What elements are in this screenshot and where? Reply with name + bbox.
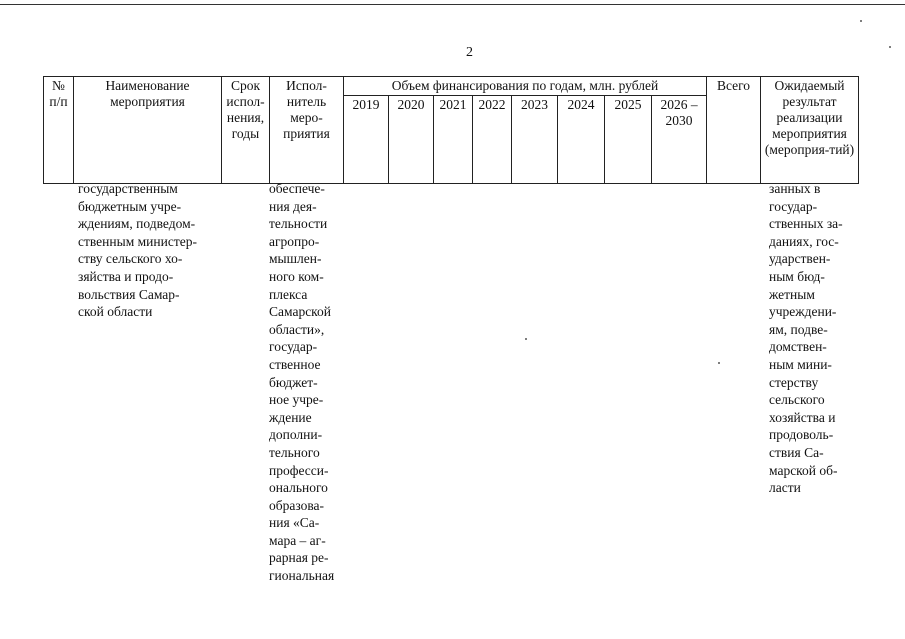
expected-result-line: учреждени- <box>769 304 837 320</box>
executor-line: государ- <box>269 339 318 355</box>
executor-line: агропро- <box>269 233 320 249</box>
year-2023: 2023 <box>512 96 558 184</box>
measure-name-line: зяйства и продо- <box>78 268 174 284</box>
measure-name-text <box>78 180 216 321</box>
executor-line: ственное <box>269 356 321 372</box>
measure-name-line: государственным <box>78 181 178 196</box>
expected-result-line: ным мини- <box>769 356 832 372</box>
scan-speck <box>889 46 891 48</box>
header-financing: Объем финансирования по годам, млн. рублей <box>344 77 707 96</box>
expected-result-line: домствен- <box>769 339 827 355</box>
executor-text <box>269 180 341 585</box>
measure-name-line: ству сельского хо- <box>78 251 183 267</box>
scan-speck <box>525 338 527 340</box>
scan-border-line <box>0 4 905 5</box>
expected-result-text <box>769 180 857 497</box>
executor-line: бюджет- <box>269 374 318 390</box>
executor-line: области», <box>269 321 325 337</box>
expected-result-line: хозяйства и <box>769 409 836 425</box>
executor-line: дополни- <box>269 427 323 443</box>
executor-line: Самарской <box>269 304 332 320</box>
expected-result-line: ударствен- <box>769 251 831 267</box>
executor-line: професси- <box>269 462 329 478</box>
expected-result-line: даниях, гос- <box>769 233 839 249</box>
expected-result-line: ям, подве- <box>769 321 828 337</box>
executor-line: ждение <box>269 409 312 425</box>
expected-result-line: ным бюд- <box>769 268 825 284</box>
expected-result-line: стерству <box>769 374 819 390</box>
measure-name-line: вольствия Самар- <box>78 286 180 302</box>
executor-line: рарная ре- <box>269 550 329 566</box>
executor-line: обеспече- <box>269 181 325 196</box>
scan-speck <box>718 362 720 364</box>
year-2024: 2024 <box>558 96 605 184</box>
scan-speck <box>860 20 862 22</box>
header-total: Всего <box>707 77 761 184</box>
executor-line: гиональная <box>269 568 335 584</box>
year-2019: 2019 <box>344 96 389 184</box>
expected-result-line: государ- <box>769 198 818 214</box>
year-2025: 2025 <box>605 96 652 184</box>
measure-name-line: бюджетным учре- <box>78 198 182 214</box>
header-name: Наименование мероприятия <box>74 77 222 184</box>
header-term: Срок испол-нения, годы <box>222 77 270 184</box>
executor-line: ния дея- <box>269 198 317 214</box>
year-2026-2030: 2026 – 2030 <box>652 96 707 184</box>
measure-name-line: ственным министер- <box>78 233 197 249</box>
expected-result-line: занных в <box>769 181 821 196</box>
header-num: № п/п <box>44 77 74 184</box>
executor-line: тельного <box>269 444 320 460</box>
expected-result-line: марской об- <box>769 462 838 478</box>
header-result: Ожидаемый результат реализации мероприятия (мероприя-тий) <box>761 77 859 184</box>
expected-result-line: ственных за- <box>769 216 843 232</box>
header-table <box>43 76 859 184</box>
year-2020: 2020 <box>389 96 434 184</box>
year-2022: 2022 <box>473 96 512 184</box>
year-2021: 2021 <box>434 96 473 184</box>
measure-name-line: ждениям, подведом- <box>78 216 196 232</box>
executor-line: образова- <box>269 497 325 513</box>
executor-line: тельности <box>269 216 328 232</box>
executor-line: онального <box>269 480 328 496</box>
executor-line: ния «Са- <box>269 515 320 531</box>
page-number: 2 <box>466 45 473 60</box>
expected-result-line: жетным <box>769 286 815 302</box>
executor-line: ное учре- <box>269 392 324 408</box>
expected-result-line: сельского <box>769 392 825 408</box>
executor-line: плекса <box>269 286 308 302</box>
expected-result-line: продоволь- <box>769 427 834 443</box>
header-executor: Испол-нитель меро-приятия <box>270 77 344 184</box>
executor-line: мышлен- <box>269 251 322 267</box>
executor-line: ного ком- <box>269 268 324 284</box>
expected-result-line: ласти <box>769 480 801 496</box>
executor-line: мара – аг- <box>269 532 326 548</box>
measure-name-line: ской области <box>78 304 153 320</box>
expected-result-line: ствия Са- <box>769 444 824 460</box>
